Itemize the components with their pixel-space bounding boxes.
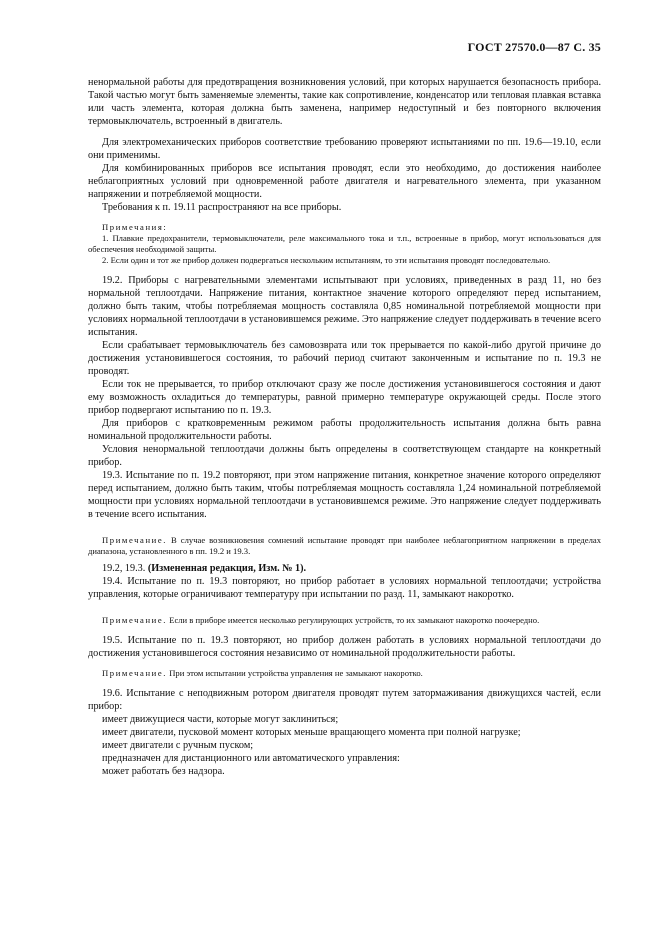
note-text: Если в приборе имеется несколько регулирующих устройств, то их замыкают накоротко поочередно. — [167, 615, 540, 625]
list-item: имеет движущиеся части, которые могут заклиниться; — [102, 714, 339, 725]
note-label: Примечание. — [102, 615, 168, 625]
condition-list — [88, 713, 601, 778]
paragraph: Требования к п. 19.11 распространяют на все приборы. — [102, 202, 342, 213]
paragraph: 19.4. Испытание по п. 19.3 повторяют, но прибор работает в условиях нормальной теплоотдачи; устройства управления, которые ограничивают температуру при испытании по разд. 11, замыкают накоротко. — [88, 576, 601, 600]
list-item: может работать без надзора. — [102, 766, 225, 777]
note: 1. Плавкие предохранители, термовыключатели, реле максимального тока и т.п., встроенные в прибор, могут использоваться для обеспечения необходимой защиты. — [88, 233, 601, 254]
list-item: имеет двигатели с ручным пуском; — [102, 740, 254, 751]
paragraph: 19.2. Приборы с нагревательными элементами испытывают при условиях, приведенных в разд 11, но без нормальной теплоотдачи. Напряжение питания, контактное значение которого определяют перед испытанием, должно быть таким, чтобы потребляемая мощность составляла 0,85 номинальной потребляемой мощности при условиях нормальной теплоотдачи в установившемся режиме. Это напряжение следует поддерживать в течение всего испытания. — [88, 275, 601, 338]
paragraph: Для приборов с кратковременным режимом работы продолжительность испытания должна быть равна номинальной продолжительности работы. — [88, 418, 601, 442]
page-header: ГОСТ 27570.0—87 С. 35 — [467, 40, 601, 54]
note-label: Примечание. — [102, 668, 168, 678]
paragraph: 19.6. Испытание с неподвижным ротором двигателя проводят путем затормаживания движущихся частей, если прибор: — [88, 688, 601, 712]
notes-heading: Примечания: — [102, 222, 168, 232]
amend-note: (Измененная редакция, Изм. № 1). — [147, 563, 307, 574]
paragraph: Если срабатывает термовыключатель без самовозврата или ток прерывается по какой-либо другой причине до достижения установившегося состояния, то рабочий период считают законченным и испытание по п. 19.3 не проводят. — [88, 340, 601, 377]
paragraph: Если ток не прерывается, то прибор отключают сразу же после достижения установившегося состояния и дают ему возможность охладиться до температуры, равной примерно температуре окружающей среды. После этого прибор подвергают испытанию по п. 19.3. — [88, 379, 601, 416]
note — [88, 668, 601, 679]
note-text: При этом испытании устройства управления не замыкают накоротко. — [167, 668, 423, 678]
paragraph — [88, 562, 601, 575]
note — [88, 535, 601, 557]
document-page — [88, 40, 601, 778]
paragraph: Условия ненормальной теплоотдачи должны быть определены в соответствующем стандарте на конкретный прибор. — [88, 444, 601, 468]
note — [88, 615, 601, 626]
paragraph: 19.5. Испытание по п. 19.3 повторяют, но прибор должен работать в условиях нормальной теплоотдачи до достижения установившегося состояния независимо от номинальной продолжительности работы. — [88, 635, 601, 659]
list-item: предназначен для дистанционного или автоматического управления: — [102, 753, 400, 764]
paragraph: Для электромеханических приборов соответствие требованию проверяют испытаниями по пп. 19.6—19.10, если они применимы. — [88, 137, 601, 161]
paragraph: ненормальной работы для предотвращения возникновения условий, при которых нарушается безопасность прибора. Такой частью могут быть заменяемые элементы, такие как сопротивление, конденсатор или тепловая плавкая вставка или часть элемента, которая должна быть заменена, например недоступный и без повторного включения термовыключатель, встроенный в двигатель. — [88, 77, 601, 127]
amend-prefix: 19.2, 19.3. — [102, 563, 148, 574]
note-text: В случае возникновения сомнений испытание проводят при наиболее неблагоприятном напряжении в пределах диапазона, установленного в пп. 19.2 и 19.3. — [88, 535, 601, 556]
paragraph: Для комбинированных приборов все испытания проводят, если это необходимо, до достижения наиболее неблагоприятных условий при одновременной работе двигателя и нагревательного элемента, при указанном напряжении и потребляемой мощности. — [88, 163, 601, 200]
list-item: имеет двигатели, пусковой момент которых меньше вращающего момента при полной нагрузке; — [102, 727, 521, 738]
paragraph: 19.3. Испытание по п. 19.2 повторяют, при этом напряжение питания, конкретное значение которого определяют перед испытанием, должно быть таким, чтобы потребляемая мощность составляла 1,24 номинальной потребляемой мощности при условиях нормальной теплоотдачи в установившемся режиме. Это напряжение следует поддерживать в течение всего испытания. — [88, 470, 601, 520]
note: 2. Если один и тот же прибор должен подвергаться нескольким испытаниям, то эти испытания проводят последовательно. — [102, 255, 551, 265]
note-label: Примечание. — [102, 535, 168, 545]
